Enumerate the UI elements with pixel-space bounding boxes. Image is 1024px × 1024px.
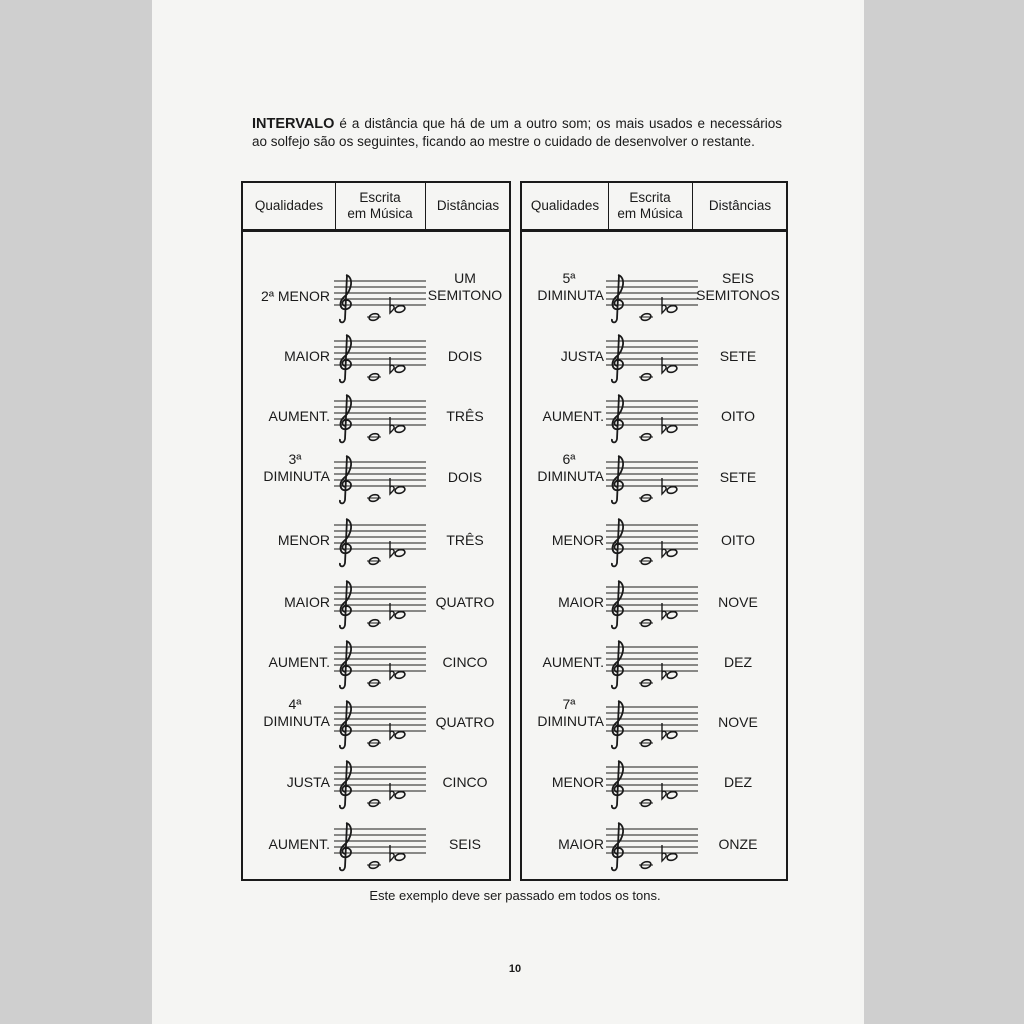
music-staff-icon: [606, 389, 698, 445]
header-qualities: Qualidades: [530, 198, 600, 213]
music-staff-icon: [606, 575, 698, 631]
quality-label: MAIOR: [558, 594, 604, 610]
music-staff-icon: [334, 450, 426, 506]
intro-heading: INTERVALO: [252, 116, 335, 132]
music-staff: [334, 817, 426, 878]
quality-label: MAIOR: [558, 836, 604, 852]
quality-label: AUMENT.: [542, 654, 604, 670]
distance-label: SETE: [719, 469, 757, 485]
header-writing: Escrita em Música: [617, 190, 683, 221]
music-staff-icon: [334, 389, 426, 445]
music-staff: [334, 389, 426, 450]
music-staff-icon: [606, 817, 698, 873]
music-staff-icon: [606, 269, 698, 325]
music-staff: [606, 575, 698, 636]
music-staff: [606, 513, 698, 574]
music-staff: [606, 695, 698, 756]
music-staff-icon: [606, 513, 698, 569]
distance-label: DEZ: [724, 774, 752, 790]
music-staff-icon: [606, 695, 698, 751]
music-staff: [606, 389, 698, 450]
quality-label: JUSTA: [286, 774, 330, 790]
quality-label: AUMENT.: [268, 408, 330, 424]
music-staff: [334, 695, 426, 756]
music-staff: [334, 513, 426, 574]
distance-label: CINCO: [442, 654, 488, 670]
music-staff-icon: [334, 329, 426, 385]
page-number: 10: [508, 963, 522, 975]
music-staff: [334, 269, 426, 330]
distance-label: ONZE: [718, 836, 758, 852]
header-qualities: Qualidades: [254, 198, 324, 213]
distance-label: UM SEMITONO: [427, 270, 503, 303]
distance-label: TRÊS: [446, 408, 484, 424]
music-staff-icon: [334, 635, 426, 691]
music-staff: [334, 755, 426, 816]
music-staff: [606, 269, 698, 330]
quality-label: 6ª DIMINUTA: [537, 451, 604, 484]
quality-label: MENOR: [277, 532, 330, 548]
distance-label: TRÊS: [446, 532, 484, 548]
header-writing: Escrita em Música: [347, 190, 413, 221]
distance-label: QUATRO: [435, 594, 495, 610]
music-staff-icon: [606, 755, 698, 811]
music-staff-icon: [606, 450, 698, 506]
distance-label: OITO: [721, 532, 755, 548]
distance-label: CINCO: [442, 774, 488, 790]
quality-label: 2ª MENOR: [261, 288, 330, 304]
music-staff-icon: [334, 817, 426, 873]
distance-label: NOVE: [718, 594, 758, 610]
distance-label: DOIS: [447, 348, 483, 364]
intro-paragraph: [252, 115, 782, 151]
quality-label: AUMENT.: [268, 654, 330, 670]
quality-label: MENOR: [551, 532, 604, 548]
quality-label: 5ª DIMINUTA: [537, 270, 604, 303]
distance-label: SETE: [719, 348, 757, 364]
music-staff: [606, 755, 698, 816]
music-staff: [334, 329, 426, 390]
intro-text: é a distância que há de um a outro som; os mais usados e necessários ao solfejo são os seguintes, ficando ao mestre o cuidado de desenvolver o restante.: [252, 116, 782, 149]
music-staff-icon: [606, 635, 698, 691]
music-staff-icon: [606, 329, 698, 385]
distance-label: OITO: [721, 408, 755, 424]
header-distances: Distâncias: [436, 198, 500, 213]
quality-label: AUMENT.: [268, 836, 330, 852]
music-staff: [334, 450, 426, 511]
distance-label: QUATRO: [435, 714, 495, 730]
footer-note: Este exemplo deve ser passado em todos os tons.: [369, 888, 661, 903]
quality-label: JUSTA: [560, 348, 604, 364]
distance-label: SEIS: [449, 836, 481, 852]
music-staff-icon: [334, 575, 426, 631]
music-staff: [334, 635, 426, 696]
music-staff-icon: [334, 513, 426, 569]
distance-label: NOVE: [718, 714, 758, 730]
quality-label: 7ª DIMINUTA: [537, 696, 604, 729]
music-staff: [606, 450, 698, 511]
music-staff: [606, 817, 698, 878]
music-staff-icon: [334, 695, 426, 751]
music-staff-icon: [334, 269, 426, 325]
distance-label: DEZ: [724, 654, 752, 670]
quality-label: 3ª DIMINUTA: [263, 451, 330, 484]
music-staff: [334, 575, 426, 636]
quality-label: 4ª DIMINUTA: [263, 696, 330, 729]
header-distances: Distâncias: [708, 198, 772, 213]
quality-label: MAIOR: [284, 594, 330, 610]
quality-label: AUMENT.: [542, 408, 604, 424]
music-staff: [606, 635, 698, 696]
music-staff-icon: [334, 755, 426, 811]
distance-label: DOIS: [447, 469, 483, 485]
distance-label: SEIS SEMITONOS: [696, 270, 780, 303]
quality-label: MENOR: [551, 774, 604, 790]
music-staff: [606, 329, 698, 390]
quality-label: MAIOR: [284, 348, 330, 364]
